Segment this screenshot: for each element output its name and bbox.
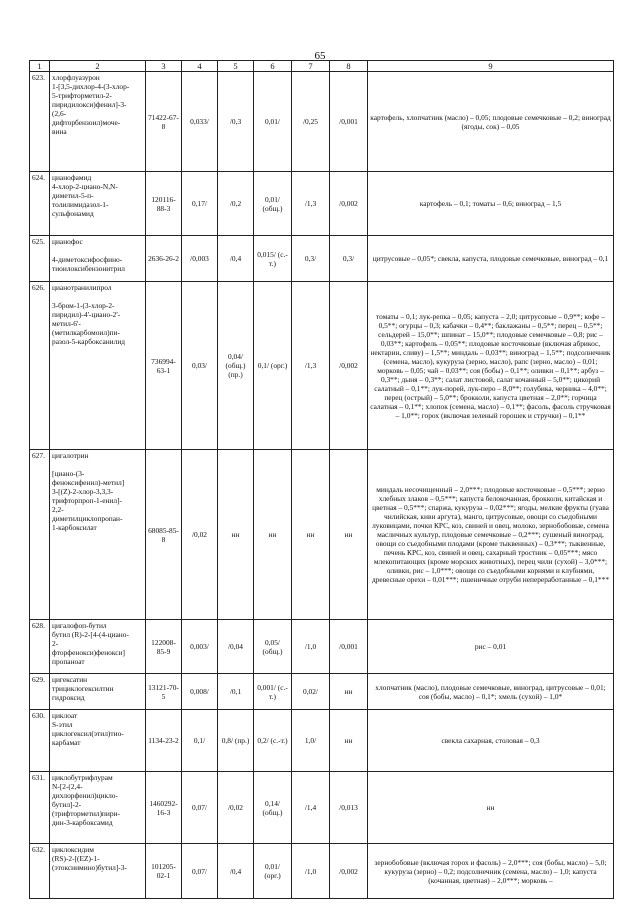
value-col-4: 0,033/ bbox=[182, 72, 218, 172]
column-number-7: 7 bbox=[292, 61, 330, 72]
substance-name-line: 4-диметоксифосфино- bbox=[52, 255, 123, 264]
value-col-7: нн bbox=[292, 450, 330, 620]
substance-name-line: бутил]-2- bbox=[52, 800, 82, 809]
value-col-6: 0,1/ (орг.) bbox=[254, 282, 292, 450]
substance-name-line: цианофос bbox=[52, 237, 83, 246]
residue-limits: свекла сахарная, столовая – 0,3 bbox=[368, 710, 614, 772]
column-number-8: 8 bbox=[330, 61, 368, 72]
substance-name-line: 1-[3,5-дихлор-4-(3-хлор- bbox=[52, 82, 130, 91]
substance-name-line: S-этил bbox=[52, 720, 73, 729]
substance-name-line: фторфенокси)фенокси] bbox=[52, 648, 125, 657]
residue-limits: зернобобовые (включая горох и фасоль) – 2,0***; соя (бобы, масло) – 5,0; кукуруза (зерно) – 0,2; подсолнечник (семена, масло) – 1,0; капуста (кочанная, цветная) – 2,0***; морковь – bbox=[368, 844, 614, 899]
substance-name bbox=[50, 772, 146, 844]
value-col-4: 0,03/ bbox=[182, 282, 218, 450]
substance-name-line: цианотранилипрол bbox=[52, 283, 112, 292]
cas-number: 736994-63-1 bbox=[146, 282, 182, 450]
column-number-3: 3 bbox=[146, 61, 182, 72]
substance-name-line: диметил-5-п- bbox=[52, 191, 94, 200]
table-row bbox=[30, 620, 614, 674]
column-number-1: 1 bbox=[30, 61, 50, 72]
substance-name-line bbox=[52, 246, 143, 255]
substance-name-line bbox=[52, 292, 143, 301]
residue-limits: рис – 0,01 bbox=[368, 620, 614, 674]
value-col-4: 0,07/ bbox=[182, 844, 218, 899]
row-number: 624. bbox=[30, 172, 50, 236]
table-row bbox=[30, 674, 614, 710]
row-number: 628. bbox=[30, 620, 50, 674]
value-col-7: /1,0 bbox=[292, 844, 330, 899]
page-number: 65 bbox=[314, 50, 326, 62]
residue-limits: нн bbox=[368, 772, 614, 844]
cas-number: 1134-23-2 bbox=[146, 710, 182, 772]
table-row bbox=[30, 844, 614, 899]
value-col-8: /0,013 bbox=[330, 772, 368, 844]
substance-name-line: карбамат bbox=[52, 738, 81, 747]
cas-number: 68085-85-8 bbox=[146, 450, 182, 620]
residue-limits: миндаль несочищенный – 2,0***; плодовые косточковые – 0,5***; зерно хлебных злаков – 0,5***; капуста белокочанная, брокколи, китайская и цветная – 0,5***; спаржа, кукуруза – 0,02***; ягоды, мелкие фрукты (гуава чилийская, киви аргута), манго, цитрусовые, овощи со съедобными луковицами, почки КРС, коз, свиней и овец, молоко, зернобобовые, семена масличных культур, плодовые семечковые – 0,2***; сушеный виноград, овощи со съедобными плодами (кроме тыквенных) – 0,3***; тыквенные, печень КРС, коз, свиней и овец, сахарный тростник – 0,05***; мясо млекопитающих (кроме морских животных), перец чили (сухой) – 3,0***; оливки, рис – 1,0***; овощи со съедобными корнями и клубнями, древесные орехи – 0,01***; пшеничные отруби непереработанные – 0,1*** bbox=[368, 450, 614, 620]
value-col-6: 0,001/ (с.-т.) bbox=[254, 674, 292, 710]
cas-number: 2636-26-2 bbox=[146, 236, 182, 282]
substance-name-line: хлорфлуазурон bbox=[52, 73, 100, 82]
value-col-4: 0,07/ bbox=[182, 772, 218, 844]
substance-name-line: цигексатин bbox=[52, 675, 88, 684]
table-row bbox=[30, 172, 614, 236]
value-col-4: /0,02 bbox=[182, 450, 218, 620]
row-number: 631. bbox=[30, 772, 50, 844]
cas-number: 122008-85-9 bbox=[146, 620, 182, 674]
substance-name-line: пропаноат bbox=[52, 657, 85, 666]
substance-name-line: феноксифенил)-метил] bbox=[52, 478, 125, 487]
value-col-8: нн bbox=[330, 450, 368, 620]
value-col-8: /0,001 bbox=[330, 72, 368, 172]
value-col-5: 0,04/ (общ.) (пр.) bbox=[218, 282, 254, 450]
value-col-6: 0,01/ (общ.) bbox=[254, 172, 292, 236]
table-row bbox=[30, 450, 614, 620]
value-col-6: 0,2/ (с.-т.) bbox=[254, 710, 292, 772]
value-col-5: нн bbox=[218, 450, 254, 620]
substance-name bbox=[50, 172, 146, 236]
substance-name-line: разол-5-карбоксанилид bbox=[52, 337, 126, 346]
column-number-4: 4 bbox=[182, 61, 218, 72]
value-col-5: /0,2 bbox=[218, 172, 254, 236]
row-number: 629. bbox=[30, 674, 50, 710]
value-col-5: /0,4 bbox=[218, 236, 254, 282]
substance-name-line: циклоксидим bbox=[52, 845, 94, 854]
value-col-5: /0,4 bbox=[218, 844, 254, 899]
substance-name-line: диметилциклопропан- bbox=[52, 514, 123, 523]
column-number-5: 5 bbox=[218, 61, 254, 72]
column-number-header-row bbox=[30, 61, 614, 72]
value-col-6: 0,01/ (орг.) bbox=[254, 844, 292, 899]
value-col-6: 0,015/ (с.-т.) bbox=[254, 236, 292, 282]
substance-name bbox=[50, 72, 146, 172]
value-col-5: /0,1 bbox=[218, 674, 254, 710]
substance-name-line: N-[2-(2,4- bbox=[52, 782, 83, 791]
value-col-5: /0,04 bbox=[218, 620, 254, 674]
substance-name-line: вина bbox=[52, 127, 67, 136]
value-col-7: /1,3 bbox=[292, 172, 330, 236]
cas-number: 13121-70-5 bbox=[146, 674, 182, 710]
substance-name-line: 2- bbox=[52, 639, 59, 648]
substance-name-line: 4-хлор-2-циано-N,N- bbox=[52, 182, 118, 191]
substance-name bbox=[50, 282, 146, 450]
substance-name-line: (метилкарбомоил)пи- bbox=[52, 328, 120, 337]
value-col-6: 0,14/ (общ.) bbox=[254, 772, 292, 844]
substance-name-line: (трифторметил)пири- bbox=[52, 809, 120, 818]
substance-name-line: гидроксид bbox=[52, 693, 85, 702]
table-row bbox=[30, 282, 614, 450]
value-col-8: нн bbox=[330, 674, 368, 710]
row-number: 632. bbox=[30, 844, 50, 899]
value-col-7: /1,0 bbox=[292, 620, 330, 674]
substance-name-line: трициклогексилтин bbox=[52, 684, 114, 693]
table-row bbox=[30, 710, 614, 772]
substance-name bbox=[50, 236, 146, 282]
substance-name-line: дихлорфенил)цикло- bbox=[52, 791, 118, 800]
row-number: 625. bbox=[30, 236, 50, 282]
value-col-8: /0,002 bbox=[330, 282, 368, 450]
value-col-8: /0,001 bbox=[330, 620, 368, 674]
substance-name-line: (RS)-2-[(EZ)-1- bbox=[52, 854, 100, 863]
value-col-7: 0,02/ bbox=[292, 674, 330, 710]
substance-name-line: циклобутрифлурам bbox=[52, 773, 113, 782]
substance-name bbox=[50, 620, 146, 674]
substance-name-line: (этоксиимино)бутил]-3- bbox=[52, 863, 127, 872]
value-col-4: 0,008/ bbox=[182, 674, 218, 710]
substance-name-line: сульфонамид bbox=[52, 209, 94, 218]
residue-limits: томаты – 0,1; лук-репка – 0,05; капуста – 2,0; цитрусовые – 0,9**; кофе – 0,5**; огурцы – 0,3; кабачки – 0,4**; баклажаны – 0,5**; перец – 0,5**; сельдерей – 15,0**; шпинат – 15,0**; плодовые семечковые – 0,8; рис – 0,03**; картофель – 0,05**; плодовые косточковые (включая абрикос, нектарин, сливу) – 1,5**; миндаль – 0,03**; виноград – 1,5**; подсолнечник (семена, масло), кукуруза (зерно, масло), рапс (зерно, масло) – 0,01; морковь – 0,05; чай – 0,03**; соя (бобы) – 0,1**; оливки – 0,1**; арбуз – 0,3**; дыня – 0,3**; салат листовой, салат кочанный – 5,0**; цикорий салатный – 0,1**; лук-порей, лук-перо – 8,0**; голубика, черника – 4,0**; перец (острый) – 5,0**; брокколи, капуста цветная – 2,0**; горчица салатная – 0,1**; хлопок (семена, масло) – 0,1**; фасоль, фасоль стручковая – 1,0**; горох (включая зеленый горошек и стручки) – 0,1** bbox=[368, 282, 614, 450]
value-col-4: 0,003/ bbox=[182, 620, 218, 674]
substance-name-line: дифторбензоил)моче- bbox=[52, 118, 121, 127]
value-col-4: 0,1/ bbox=[182, 710, 218, 772]
residue-limits: картофель, хлопчатник (масло) – 0,05; плодовые семечковые – 0,2; виноград (ягоды, сок) – 0,05 bbox=[368, 72, 614, 172]
substance-name-line: цигалотрин bbox=[52, 451, 89, 460]
table-row bbox=[30, 772, 614, 844]
value-col-8: /0,002 bbox=[330, 172, 368, 236]
value-col-5: /0,02 bbox=[218, 772, 254, 844]
cas-number: 71422-67-8 bbox=[146, 72, 182, 172]
substance-name-line: 2,2- bbox=[52, 505, 64, 514]
value-col-8: /0,002 bbox=[330, 844, 368, 899]
substance-name-line: дин-3-карбоксамид bbox=[52, 818, 113, 827]
substance-name-line: 3-бром-1-(3-хлор-2- bbox=[52, 301, 115, 310]
column-number-2: 2 bbox=[50, 61, 146, 72]
substance-name-line: метил-6'- bbox=[52, 319, 81, 328]
substance-name-line bbox=[52, 460, 143, 469]
table-row bbox=[30, 72, 614, 172]
value-col-4: 0,17/ bbox=[182, 172, 218, 236]
substance-name-line: циклогексил(этил)тио- bbox=[52, 729, 124, 738]
cas-number: 120116-88-3 bbox=[146, 172, 182, 236]
value-col-5: /0,3 bbox=[218, 72, 254, 172]
substance-name-line: 3-[(Z)-2-хлор-3,3,3- bbox=[52, 487, 114, 496]
cas-number: 101205-02-1 bbox=[146, 844, 182, 899]
substance-name-line: бутил (R)-2-[4-(4-циано- bbox=[52, 630, 129, 639]
residue-limits: картофель – 0,1; томаты – 0,6; виноград – 1,5 bbox=[368, 172, 614, 236]
column-number-9: 9 bbox=[368, 61, 614, 72]
value-col-7: /1,3 bbox=[292, 282, 330, 450]
substance-name-line: цигалофоп-бутил bbox=[52, 621, 107, 630]
value-col-4: /0,003 bbox=[182, 236, 218, 282]
substance-name-line: [циано-(3- bbox=[52, 469, 85, 478]
row-number: 627. bbox=[30, 450, 50, 620]
substance-name-line: пиридилокси)фенил]-3- bbox=[52, 100, 127, 109]
substance-name-line: циклоат bbox=[52, 711, 78, 720]
cas-number: 1460292-16-3 bbox=[146, 772, 182, 844]
value-col-7: 1,0/ bbox=[292, 710, 330, 772]
value-col-7: /1,4 bbox=[292, 772, 330, 844]
residue-limits: цитрусовые – 0,05*; свекла, капуста, плодовые семечковые, виноград – 0,1 bbox=[368, 236, 614, 282]
value-col-6: 0,01/ bbox=[254, 72, 292, 172]
substance-name-line: трифторпроп-1-енил]- bbox=[52, 496, 123, 505]
substance-name bbox=[50, 844, 146, 899]
value-col-6: нн bbox=[254, 450, 292, 620]
value-col-5: 0,8/ (пр.) bbox=[218, 710, 254, 772]
substance-name-line: 1-карбоксилат bbox=[52, 523, 97, 532]
substance-name-line: толилимидазол-1- bbox=[52, 200, 109, 209]
value-col-6: 0,05/ (общ.) bbox=[254, 620, 292, 674]
value-col-7: 0,3/ bbox=[292, 236, 330, 282]
substance-name bbox=[50, 450, 146, 620]
substance-name-line: 5-трифторметил-2- bbox=[52, 91, 112, 100]
column-number-6: 6 bbox=[254, 61, 292, 72]
substance-name-line: тиоилоксибензонитрил bbox=[52, 264, 125, 273]
substance-name bbox=[50, 674, 146, 710]
substance-name-line: пиридил)-4'-циано-2'- bbox=[52, 310, 121, 319]
value-col-8: нн bbox=[330, 710, 368, 772]
value-col-8: 0,3/ bbox=[330, 236, 368, 282]
row-number: 626. bbox=[30, 282, 50, 450]
regulation-table bbox=[29, 60, 614, 899]
row-number: 630. bbox=[30, 710, 50, 772]
table-row bbox=[30, 236, 614, 282]
substance-name bbox=[50, 710, 146, 772]
value-col-7: /0,25 bbox=[292, 72, 330, 172]
residue-limits: хлопчатник (масло), плодовые семечковые, виноград, цитрусовые – 0,01; соя (бобы, масло) – 0,1*; хмель (сухой) – 1,0* bbox=[368, 674, 614, 710]
substance-name-line: цианофамид bbox=[52, 173, 92, 182]
substance-name-line: (2,6- bbox=[52, 109, 67, 118]
row-number: 623. bbox=[30, 72, 50, 172]
